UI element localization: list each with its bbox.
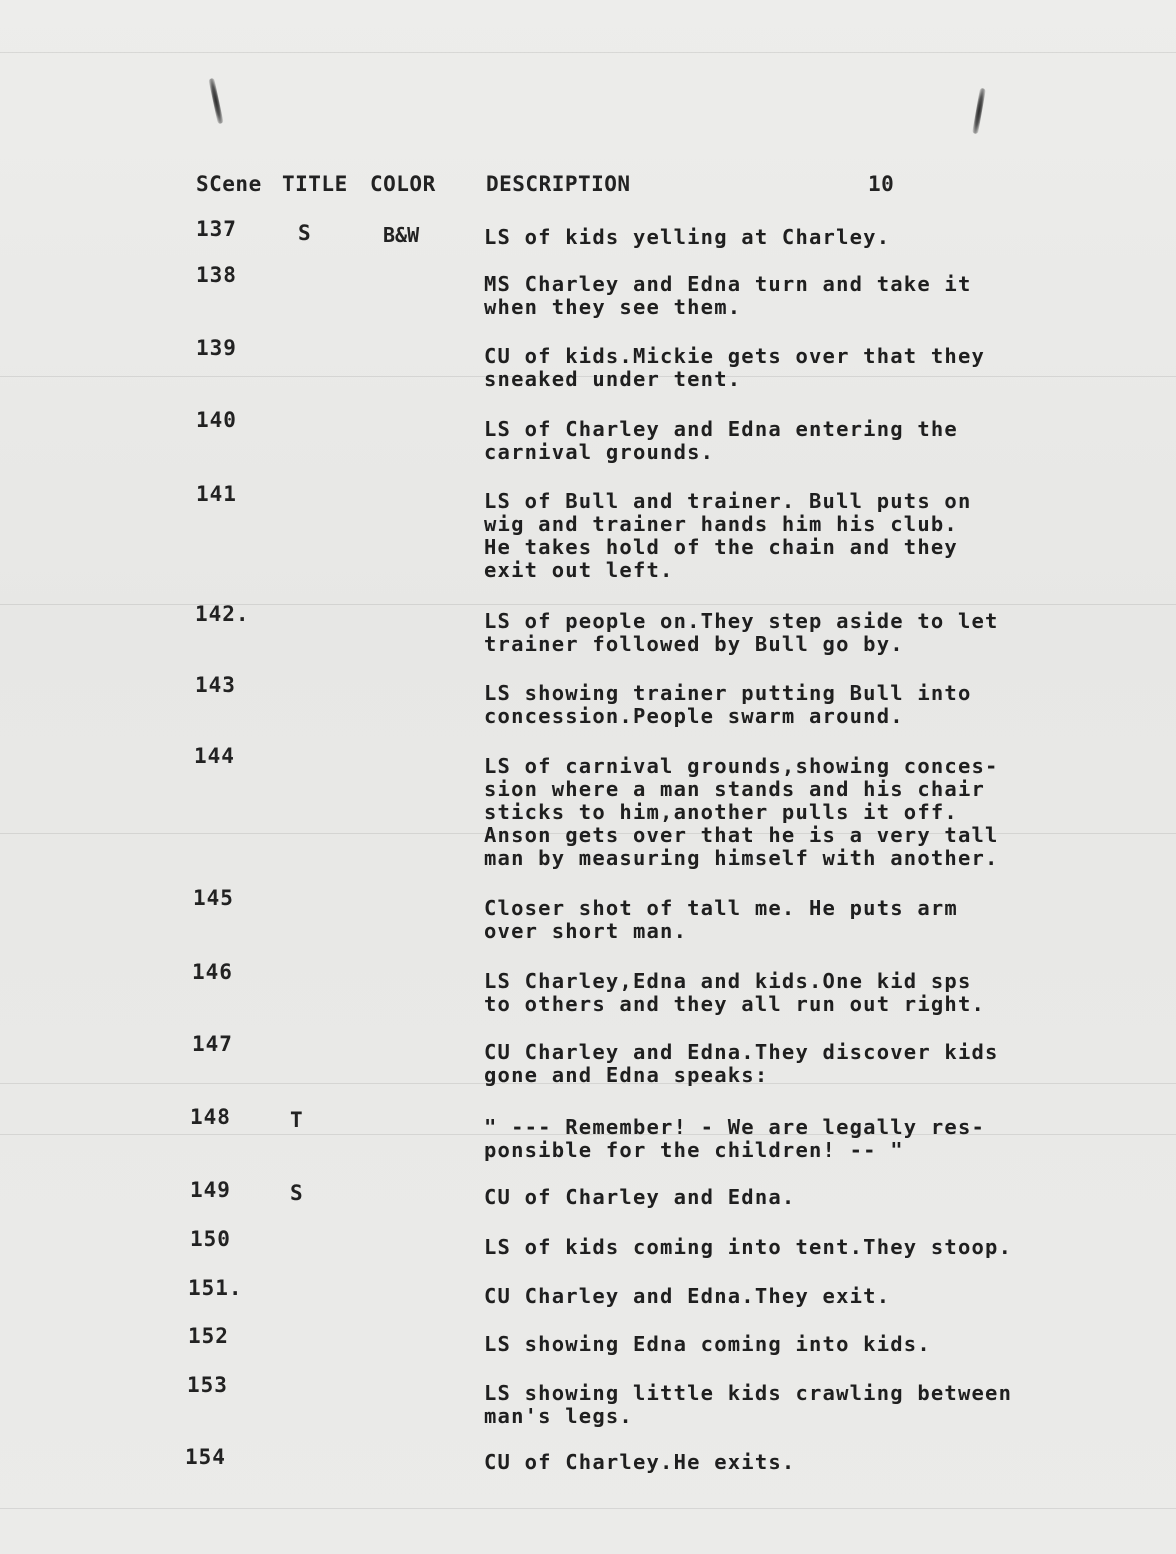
scene-description: CU Charley and Edna.They exit. [484, 1284, 891, 1308]
scene-number: 152 [188, 1324, 229, 1348]
scene-description: Closer shot of tall me. He puts arm over short man. [484, 896, 958, 943]
title-type: T [290, 1108, 303, 1132]
scene-number: 138 [196, 263, 237, 287]
punch-mark [972, 88, 986, 134]
scene-description: LS of people on.They step aside to let trainer followed by Bull go by. [484, 609, 999, 656]
scene-description: LS of kids coming into tent.They stoop. [484, 1235, 1013, 1259]
scene-number: 146 [192, 960, 233, 984]
scene-description: LS of Bull and trainer. Bull puts on wig and trainer hands him his club. He takes hold of the chain and they exit out left. [484, 489, 972, 582]
scene-number: 139 [196, 336, 237, 360]
punch-mark [208, 78, 223, 124]
scene-number: 140 [196, 408, 237, 432]
scene-number: 143 [195, 673, 236, 697]
scene-number: 137 [196, 217, 237, 241]
scene-description: LS of Charley and Edna entering the carnival grounds. [484, 417, 958, 464]
header-description: DESCRIPTION [486, 172, 631, 196]
scene-number: 141 [196, 482, 237, 506]
scene-number: 145 [193, 886, 234, 910]
rule-line [0, 52, 1176, 53]
title-type: S [298, 221, 311, 245]
scene-number: 150 [190, 1227, 231, 1251]
scene-description: CU of kids.Mickie gets over that they sneaked under tent. [484, 344, 986, 391]
header-color: COLOR [370, 172, 436, 196]
scene-number: 153 [187, 1373, 228, 1397]
scene-number: 144 [194, 744, 235, 768]
scene-description: CU of Charley.He exits. [484, 1450, 796, 1474]
header-title: TITLE [282, 172, 348, 196]
rule-line [0, 1508, 1176, 1509]
scene-number: 147 [192, 1032, 233, 1056]
rule-line [0, 604, 1176, 605]
scene-description: " --- Remember! - We are legally res- ponsible for the children! -- " [484, 1115, 986, 1162]
scene-description: CU of Charley and Edna. [484, 1185, 796, 1209]
scene-description: LS of kids yelling at Charley. [484, 225, 891, 249]
scene-description: MS Charley and Edna turn and take it when they see them. [484, 272, 972, 319]
scene-description: LS showing Edna coming into kids. [484, 1332, 931, 1356]
scene-description: LS showing little kids crawling between man's legs. [484, 1381, 1013, 1428]
scene-number: 149 [190, 1178, 231, 1202]
title-type: S [290, 1181, 303, 1205]
color-value: B&W [383, 223, 420, 247]
scene-number: 142. [195, 602, 250, 626]
scene-number: 154 [185, 1445, 226, 1469]
scene-description: CU Charley and Edna.They discover kids gone and Edna speaks: [484, 1040, 999, 1087]
header-scene: SCene [196, 172, 262, 196]
scene-number: 151. [188, 1276, 243, 1300]
scene-description: LS of carnival grounds,showing conces- sion where a man stands and his chair sticks to him,another pulls it off. Anson gets over that he is a very tall man by measuring himself with another. [484, 754, 999, 870]
page-number: 10 [868, 172, 895, 196]
scene-description: LS Charley,Edna and kids.One kid sps to others and they all run out right. [484, 969, 986, 1016]
scene-description: LS showing trainer putting Bull into concession.People swarm around. [484, 681, 972, 728]
scene-number: 148 [190, 1105, 231, 1129]
